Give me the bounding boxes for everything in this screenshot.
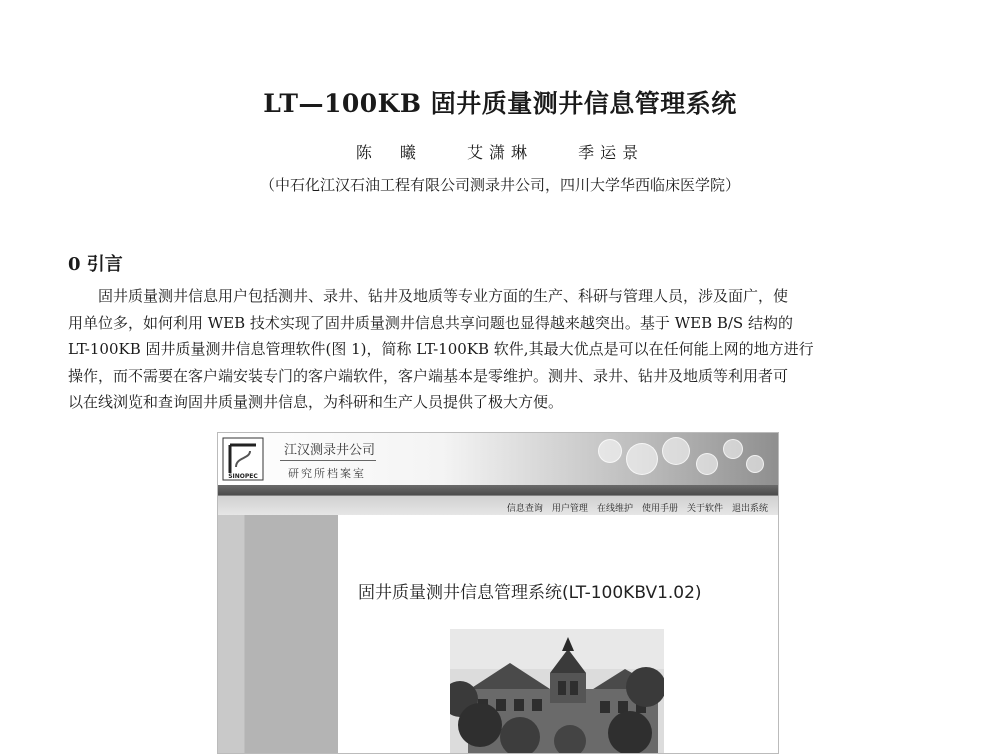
nav-item-user-manual[interactable]: 使用手册: [641, 504, 678, 514]
logo-text: SINOPEC: [228, 473, 258, 480]
nav-item-exit[interactable]: 退出系统: [731, 504, 768, 514]
figure-header-banner: [218, 433, 778, 485]
nav-menu: [507, 501, 768, 514]
sinopec-logo-icon: [222, 437, 264, 481]
nav-item-user-management[interactable]: 用户管理: [551, 504, 588, 514]
paragraph-line: 操作，而不需要在客户端安装专门的客户端软件，客户端基本是零维护。测井、录井、钻井及地质等利用者可: [68, 366, 789, 385]
paragraph-line: 用单位多，如何利用 WEB 技术实现了固井质量测井信息共享问题也显得越来越突出。基于 WEB B/S 结构的: [68, 313, 793, 332]
company-name: 江汉测录井公司: [284, 443, 376, 458]
paragraph-line: LT-100KB 固井质量测井信息管理软件(图 1)，简称 LT-100KB 软件,其最大优点是可以在任何能上网的地方进行: [68, 340, 814, 358]
paragraph-line: 固井质量测井信息用户包括测井、录井、钻井及地质等专业方面的生产、科研与管理人员，涉及面广，使: [98, 287, 789, 305]
department-name: 研究所档案室: [288, 467, 366, 480]
affiliation: （中石化江汉石油工程有限公司测录井公司，四川大学华西临床医学院）: [259, 176, 740, 194]
author-name: 陈 曦: [355, 143, 422, 162]
paragraph-line: 以在线浏览和查询固井质量测井信息，为科研和生产人员提供了极大方便。: [68, 393, 564, 411]
author-list: [0, 140, 1000, 163]
decorative-bubble: [626, 443, 658, 475]
building-photo-icon: [450, 629, 664, 753]
decorative-bubble: [696, 453, 718, 475]
paper-title: LT—100KB 固井质量测井信息管理系统: [263, 89, 737, 118]
decorative-bubble: [746, 455, 764, 473]
decorative-bubble: [662, 437, 690, 465]
nav-item-online-maintenance[interactable]: 在线维护: [596, 504, 633, 514]
author-name: 季运景: [578, 143, 645, 162]
decorative-bubble: [723, 439, 743, 459]
figure-main-title: 固井质量测井信息管理系统(LT-100KBV1.02): [358, 583, 702, 603]
body-paragraph: [68, 283, 920, 416]
nav-item-info-query[interactable]: 信息查询: [506, 504, 543, 514]
software-screenshot-figure: [217, 432, 779, 754]
header-divider: [280, 460, 376, 461]
nav-item-about[interactable]: 关于软件: [686, 504, 723, 514]
decorative-bubble: [598, 439, 622, 463]
section-heading: 0 引言: [68, 254, 123, 275]
figure-nav-bar: [218, 485, 778, 515]
figure-sidebar: [218, 515, 338, 753]
author-name: 艾潇琳: [466, 143, 533, 162]
